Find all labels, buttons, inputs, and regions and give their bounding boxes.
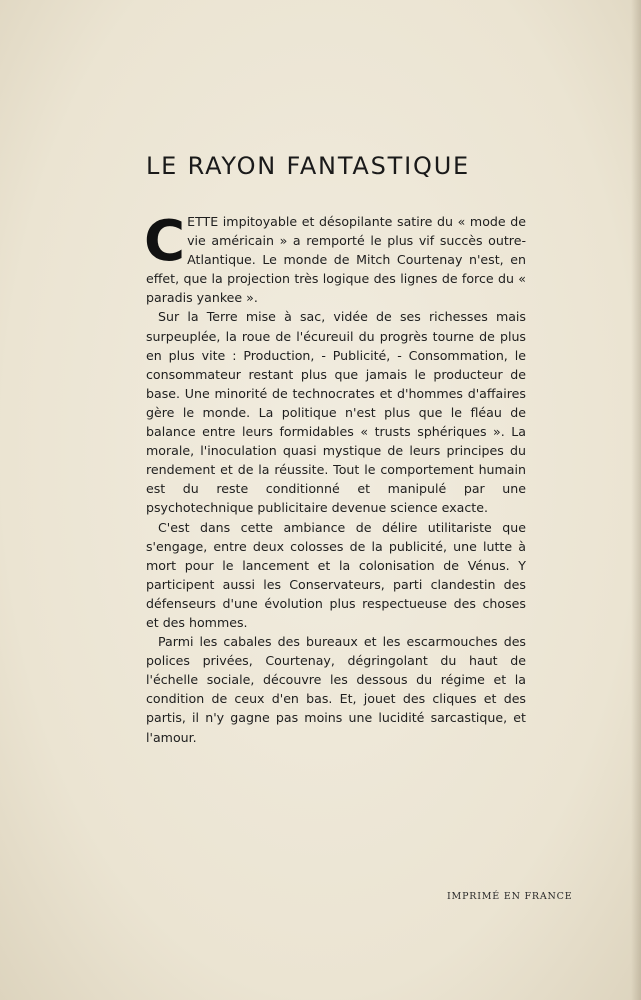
blurb-paragraph-2: Sur la Terre mise à sac, vidée de ses richesses mais surpeuplée, la roue de l'écureuil du progrès tourne de plus en plus vite : Production, - Publicité, - Consommation, le consommateur restant plus que jamais le producteur de base. Une minorité de technocrates et d'hommes d'affaires gère le monde. La politique n'est plus que le fléau de balance entre leurs formidables « trusts sphériques ». La morale, l'inoculation quasi mystique de leurs principes du rendement et de la réussite. Tout le comportement humain est du reste conditionné et manipulé par une psychotechnique publicitaire devenue science exacte. bbox=[146, 309, 526, 516]
blurb-paragraph-1-text: ETTE impitoyable et désopilante satire du « mode de vie américain » a remporté le plus vif succès outre-Atlantique. Le monde de Mitch Courtenay n'est, en effet, que la projection très logique des lignes de force du « paradis yankee ». bbox=[146, 214, 526, 306]
drop-cap: C bbox=[144, 209, 186, 274]
blurb-paragraph-4: Parmi les cabales des bureaux et les escarmouches des polices privées, Courtenay, dégringolant du haut de l'échelle sociale, découvre les dessous du régime et la condition de ceux d'en bas. Et, jouet des cliques et des partis, il n'y gagne pas moins une lucidité sarcastique, et l'amour. bbox=[146, 634, 526, 745]
series-title: LE RAYON FANTASTIQUE bbox=[146, 152, 471, 180]
printed-in-france-label: IMPRIMÉ EN FRANCE bbox=[447, 891, 573, 902]
blurb-text bbox=[144, 209, 526, 747]
page-edge-shadow bbox=[631, 0, 641, 1000]
blurb-paragraph-1 bbox=[144, 209, 526, 307]
blurb-paragraph-3: C'est dans cette ambiance de délire utilitariste que s'engage, entre deux colosses de la publicité, une lutte à mort pour le lancement et la colonisation de Vénus. Y participent aussi les Conservateurs, parti clandestin des défenseurs d'une évolution plus respectueuse des choses et des hommes. bbox=[146, 519, 526, 630]
